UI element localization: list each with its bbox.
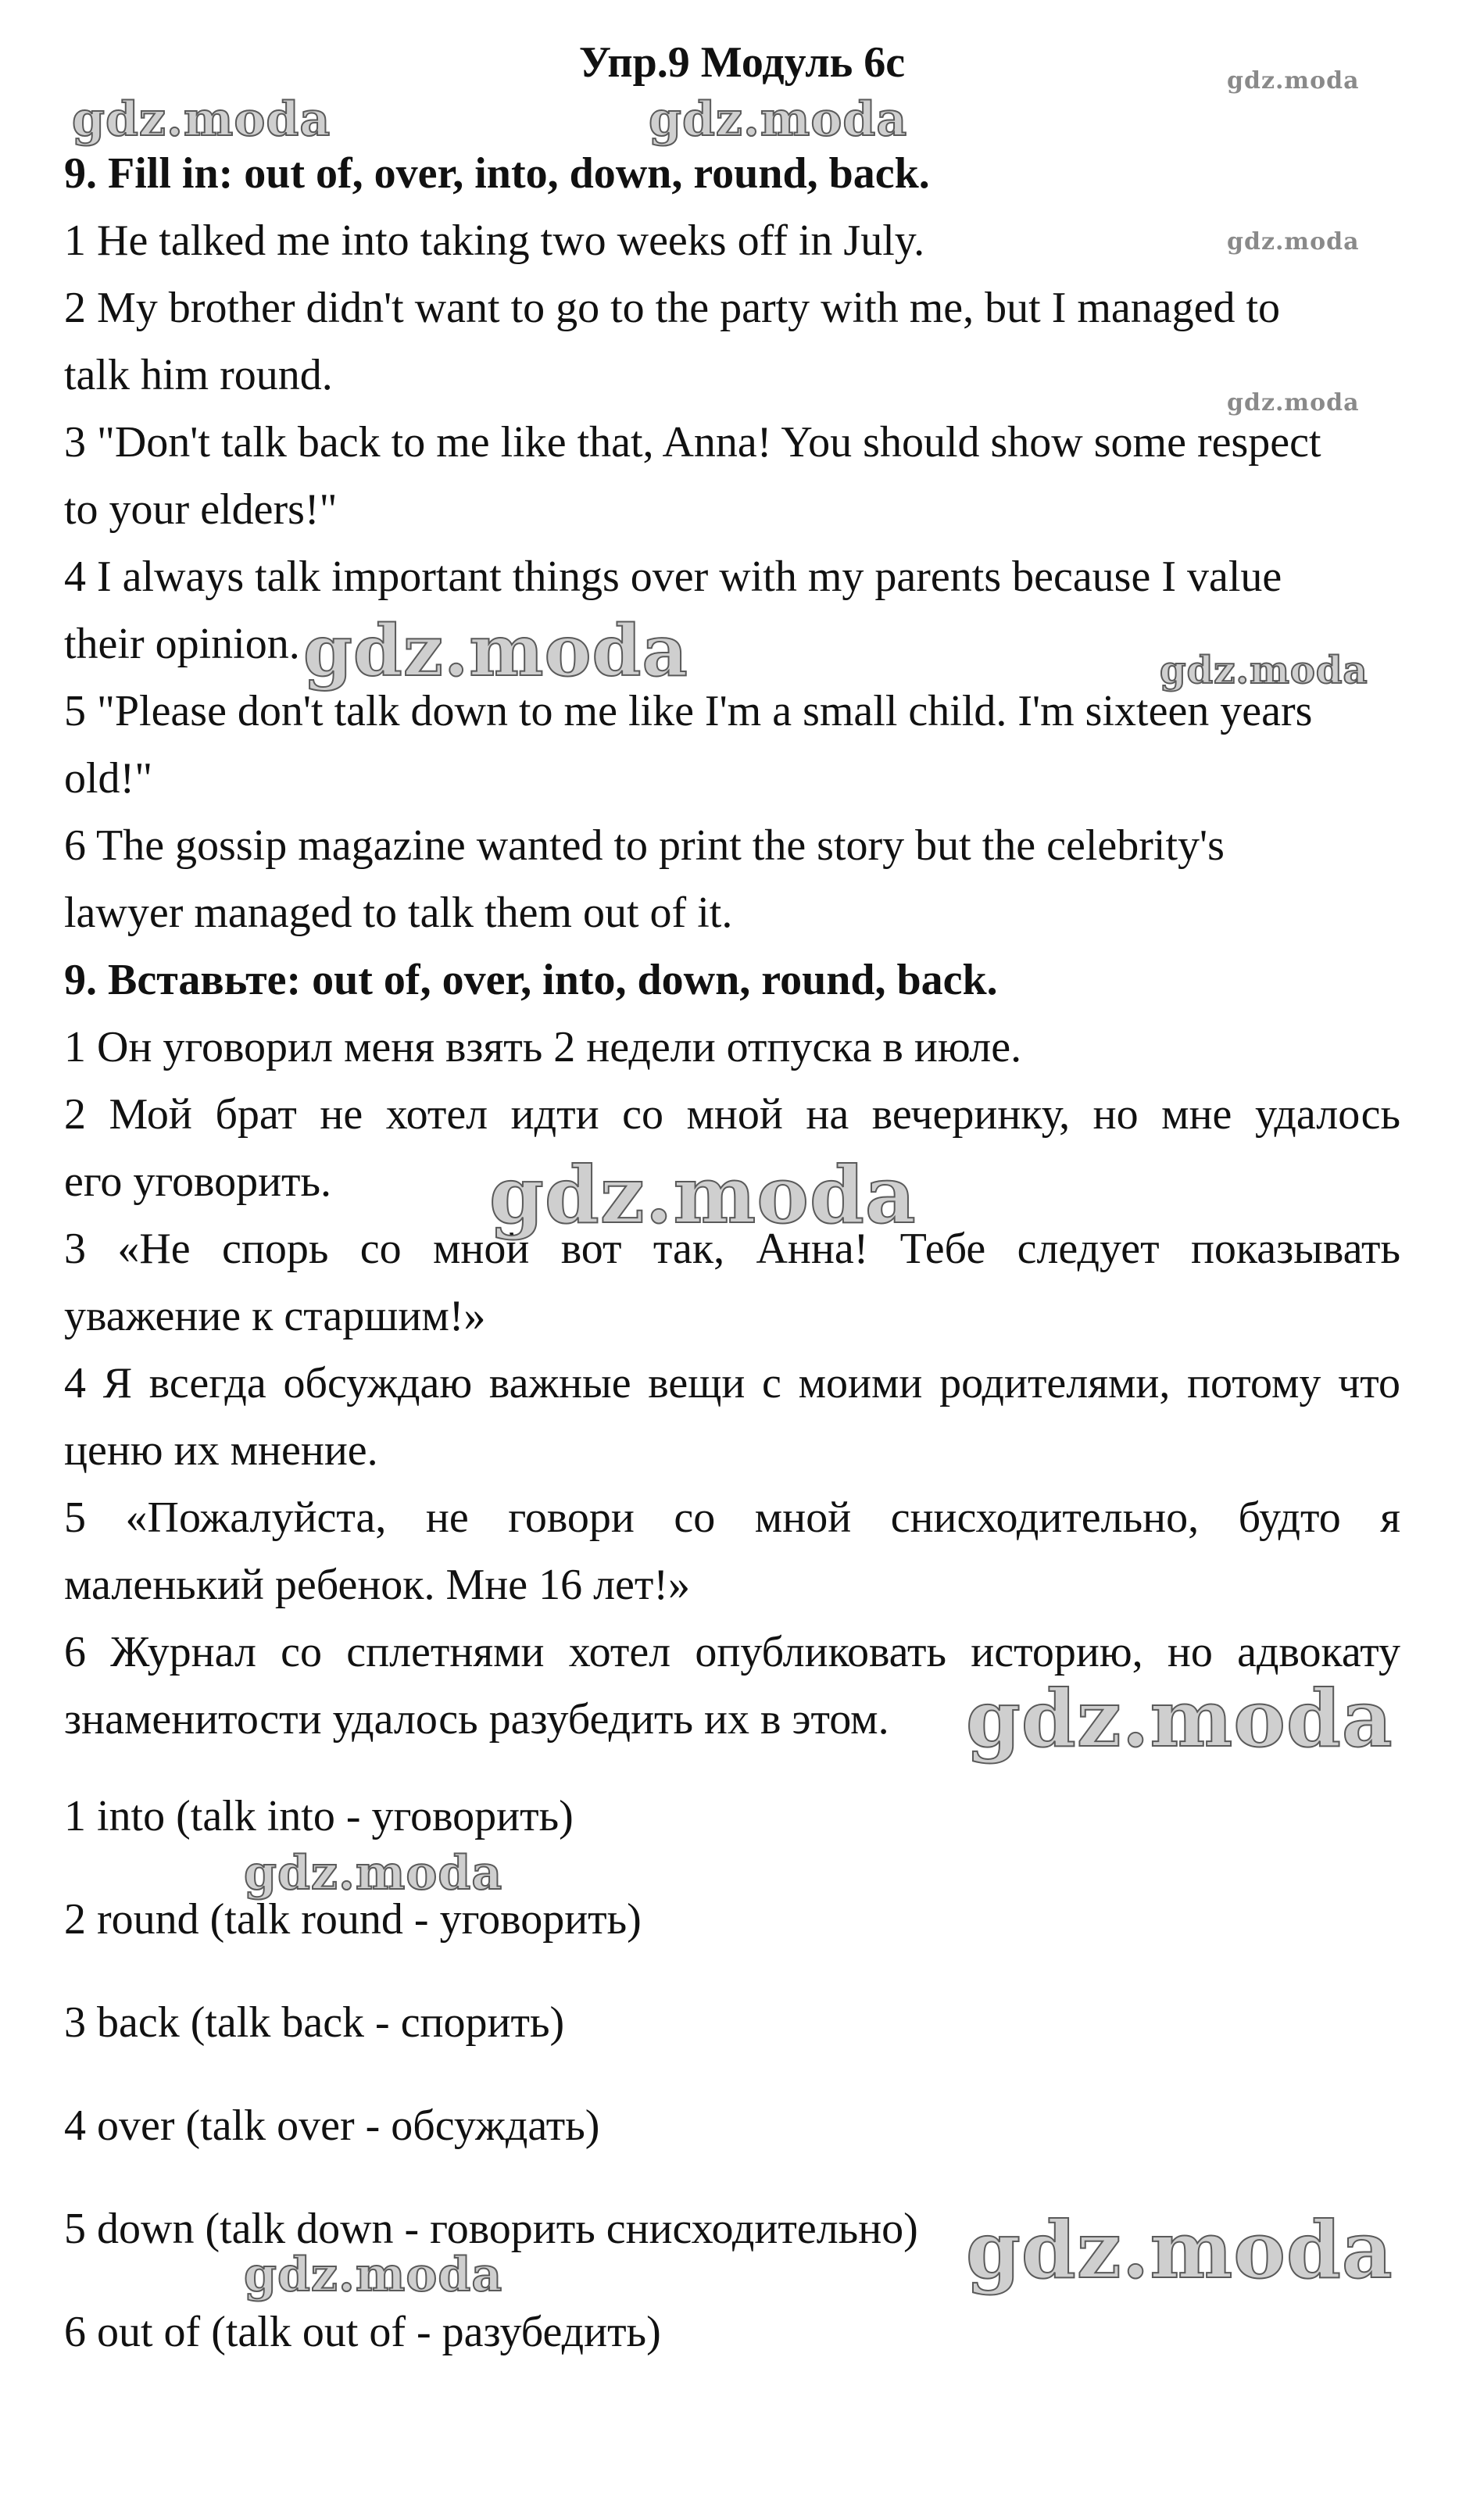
page-title: Упр.9 Модуль 6с	[578, 38, 906, 87]
answer-item: 2 round (talk round - уговорить)	[64, 1895, 642, 1944]
text-line: 3 «Не спорь со мной вот так, Анна! Тебе следует показывать	[64, 1225, 1400, 1273]
text-line: their opinion.	[64, 620, 300, 668]
watermark: gdz.moda	[1227, 228, 1360, 256]
answer-item: 6 out of (talk out of - разубедить)	[64, 2308, 661, 2356]
text-line: 2 My brother didn't want to go to the party with me, but I managed to	[64, 284, 1281, 332]
answer-item: 3 back (talk back - спорить)	[64, 1998, 565, 2047]
text-line: уважение к старшим!»	[64, 1292, 486, 1340]
text-line: маленький ребенок. Мне 16 лет!»	[64, 1561, 691, 1609]
exercise-heading-en: 9. Fill in: out of, over, into, down, round, back.	[64, 149, 930, 198]
watermark: gdz.moda	[1227, 389, 1360, 417]
watermark: gdz.moda	[72, 92, 331, 147]
exercise-heading-ru: 9. Вставьте: out of, over, into, down, round, back.	[64, 956, 998, 1004]
watermark: gdz.moda	[244, 2248, 503, 2302]
watermark: gdz.moda	[1227, 67, 1360, 95]
text-line: 6 The gossip magazine wanted to print the story but the celebrity's	[64, 821, 1225, 870]
answer-item: 5 down (talk down - говорить снисходительно)	[64, 2205, 918, 2253]
text-line: lawyer managed to talk them out of it.	[64, 889, 733, 937]
answer-item: 1 into (talk into - уговорить)	[64, 1792, 574, 1840]
text-line: talk him round.	[64, 351, 333, 399]
text-line: 1 Он уговорил меня взять 2 недели отпуска в июле.	[64, 1023, 1022, 1071]
watermark: gdz.moda	[303, 610, 688, 692]
watermark: gdz.moda	[489, 1149, 917, 1241]
text-line: ценю их мнение.	[64, 1426, 378, 1475]
watermark: gdz.moda	[649, 92, 908, 147]
answer-item: 4 over (talk over - обсуждать)	[64, 2101, 600, 2150]
text-line: 5 «Пожалуйста, не говори со мной снисходительно, будто я	[64, 1493, 1400, 1542]
watermark: gdz.moda	[966, 2204, 1393, 2296]
text-line: 3 "Don't talk back to me like that, Anna! You should show some respect	[64, 418, 1321, 467]
text-line: 4 Я всегда обсуждаю важные вещи с моими родителями, потому что	[64, 1359, 1400, 1407]
text-line: 4 I always talk important things over with my parents because I value	[64, 553, 1282, 601]
watermark: gdz.moda	[1160, 649, 1368, 692]
text-line: 5 "Please don't talk down to me like I'm a small child. I'm sixteen years	[64, 687, 1313, 735]
watermark: gdz.moda	[244, 1846, 503, 1901]
text-line: old!"	[64, 754, 153, 803]
text-line: его уговорить.	[64, 1157, 332, 1206]
watermark: gdz.moda	[966, 1672, 1393, 1765]
text-line: знаменитости удалось разубедить их в этом.	[64, 1695, 889, 1744]
text-line: 2 Мой брат не хотел идти со мной на вечеринку, но мне удалось	[64, 1090, 1400, 1139]
text-line: to your elders!"	[64, 485, 338, 534]
text-line: 6 Журнал со сплетнями хотел опубликовать историю, но адвокату	[64, 1628, 1400, 1676]
text-line: 1 He talked me into taking two weeks off in July.	[64, 216, 925, 265]
